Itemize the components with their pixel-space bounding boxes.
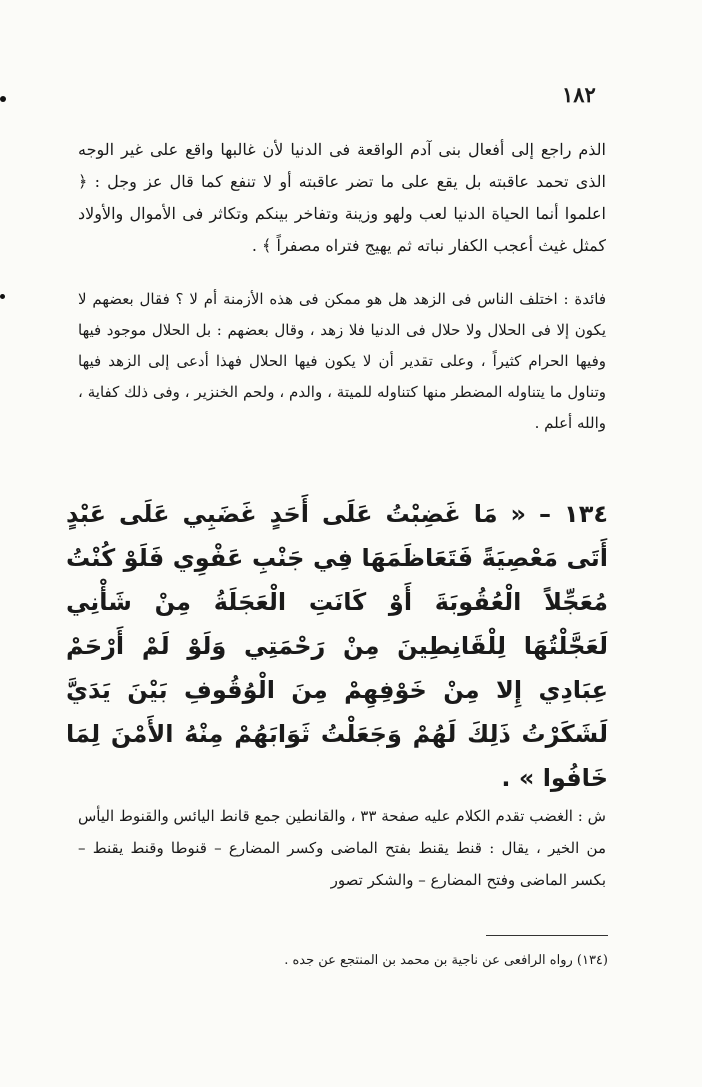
paragraph-text: ش : الغضب تقدم الكلام عليه صفحة ٣٣ ، والقانطين جمع قانط اليائس والقنوط اليأس من الخير ، يقال : قنط يقنط بفتح الماضى وكسر المضارع – قنوطا وقنط يقنط – بكسر الماضى وفتح المضارع – والشكر تصور	[78, 807, 606, 889]
margin-mark	[0, 294, 5, 299]
hadith-text: ١٣٤ – « مَا غَضِبْتُ عَلَى أَحَدٍ غَضَبِي عَلَى عَبْدٍ أَتَى مَعْصِيَةً فَتَعَاظَمَهَا فِي جَنْبِ عَفْوِي فَلَوْ كُنْتُ مُعَجِّلاً الْعُقُوبَةَ أَوْ كَانَتِ الْعَجَلَةُ مِنْ شَأْنِي لَعَجَّلْتُهَا لِلْقَانِطِينَ مِنْ رَحْمَتِي وَلَوْ لَمْ أَرْحَمْ عِبَادِي إِلا مِنْ خَوْفِهِمْ مِنَ الْوُقُوفِ بَيْنَ يَدَيَّ لَشَكَرْتُ ذَلِكَ لَهُمْ وَجَعَلْتُ ثَوَابَهُمْ مِنْهُ الأَمْنَ لِمَا خَافُوا » .	[66, 500, 608, 792]
margin-mark	[0, 96, 6, 102]
paragraph-text: الذم راجع إلى أفعال بنى آدم الواقعة فى الدنيا لأن غالبها واقع على غير الوجه الذى تحمد عاقبته بل يقع على ما تضر عاقبته أو لا تنفع كما قال عز وجل : ﴿ اعلموا أنما الحياة الدنيا لعب ولهو وزينة وتفاخر بينكم وتكاثر فى الأموال والأولاد كمثل غيث أعجب الكفار نباته ثم يهيج فتراه مصفراً ﴾ .	[78, 140, 606, 255]
page-number: ١٨٢	[562, 82, 596, 107]
paragraph-text: فائدة : اختلف الناس فى الزهد هل هو ممكن فى هذه الأزمنة أم لا ؟ فقال بعضهم لا يكون إلا فى الحلال ولا حلال فى الدنيا فلا زهد ، وقال بعضهم : بل الحلال موجود فيها وفيها الحرام كثيراً ، وعلى تقدير أن لا يكون فيها الحلال فهذا أدعى إلى الزهد فيها وتناول ما يتناوله المضطر منها كتناوله للميتة ، والدم ، ولحم الخنزير ، وفى ذلك كفاية ، والله أعلم .	[78, 290, 606, 432]
commentary-paragraph-1	[78, 134, 606, 262]
footnote: (١٣٤) رواه الرافعى عن ناجية بن محمد بن المنتجع عن جده .	[284, 953, 608, 968]
commentary-paragraph-2	[78, 800, 606, 896]
footnote-divider	[486, 935, 608, 936]
benefit-paragraph	[78, 284, 606, 439]
